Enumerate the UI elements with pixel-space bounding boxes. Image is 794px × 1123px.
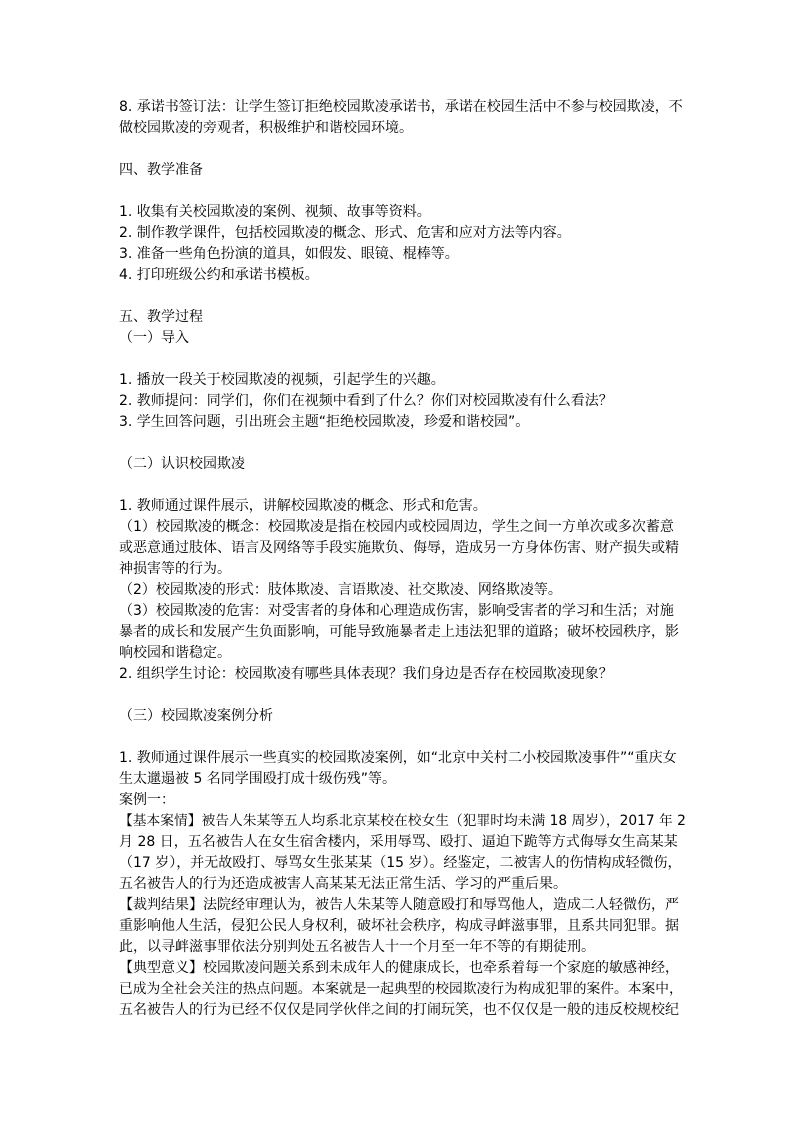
- text-line: 1. 教师通过课件展示一些真实的校园欺凌案例，如“北京中关村二小校园欺凌事件”“重庆女: [119, 750, 677, 766]
- blank-line: [119, 727, 689, 748]
- blank-line: [119, 139, 689, 160]
- text-line: 或恶意通过肢体、语言及网络等手段实施欺负、侮辱，造成另一方身体伤害、财产损失或精: [119, 540, 679, 556]
- text-line: 【基本案情】被告人朱某等五人均系北京某校在校女生（犯罪时均未满 18 周岁），2017 年 2: [119, 813, 686, 829]
- text-line: （一）导入: [119, 330, 189, 346]
- text-line: 4. 打印班级公约和承诺书模板。: [119, 267, 319, 283]
- text-line: 1. 播放一段关于校园欺凌的视频，引起学生的兴趣。: [119, 372, 445, 388]
- text-line: 【典型意义】校园欺凌问题关系到未成年人的健康成长，也牵系着每一个家庭的敏感神经，: [119, 960, 679, 976]
- blank-line: [119, 475, 689, 496]
- document-page: [119, 97, 689, 1021]
- text-line: 神损害等的行为。: [119, 561, 231, 577]
- text-line: 五名被告人的行为还造成被害人高某某无法正常生活、学习的严重后果。: [119, 876, 567, 892]
- text-line: 2. 教师提问：同学们，你们在视频中看到了什么？你们对校园欺凌有什么看法？: [119, 393, 613, 409]
- text-line: 重影响他人生活，侵犯公民人身权利，破坏社会秩序，构成寻衅滋事罪，且系共同犯罪。据: [119, 918, 679, 934]
- text-line: （1）校园欺凌的概念：校园欺凌是指在校园内或校园周边，学生之间一方单次或多次蓄意: [119, 519, 674, 535]
- blank-line: [119, 433, 689, 454]
- text-line: 响校园和谐稳定。: [119, 645, 231, 661]
- text-line: 月 28 日，五名被告人在女生宿舍楼内，采用辱骂、殴打、逼迫下跪等方式侮辱女生高某某: [119, 834, 678, 850]
- text-line: （二）认识校园欺凌: [119, 456, 245, 472]
- text-line: 2. 组织学生讨论：校园欺凌有哪些具体表现？我们身边是否存在校园欺凌现象？: [119, 666, 613, 682]
- blank-line: [119, 286, 689, 307]
- text-line: （三）校园欺凌案例分析: [119, 708, 273, 724]
- text-line: 五名被告人的行为已经不仅仅是同学伙伴之间的打闹玩笑，也不仅仅是一般的违反校规校纪: [119, 1002, 679, 1018]
- text-line: 3. 学生回答问题，引出班会主题“拒绝校园欺凌，珍爱和谐校园”。: [119, 414, 530, 430]
- text-line: 四、教学准备: [119, 162, 203, 178]
- text-line: 3. 准备一些角色扮演的道具，如假发、眼镜、棍棒等。: [119, 246, 459, 262]
- blank-line: [119, 349, 689, 370]
- text-line: （2）校园欺凌的形式：肢体欺凌、言语欺凌、社交欺凌、网络欺凌等。: [119, 582, 562, 598]
- text-line: 案例一：: [119, 792, 175, 808]
- blank-line: [119, 685, 689, 706]
- text-line: （3）校园欺凌的危害：对受害者的身体和心理造成伤害，影响受害者的学习和生活；对施: [119, 603, 674, 619]
- text-line: 1. 收集有关校园欺凌的案例、视频、故事等资料。: [119, 204, 431, 220]
- text-line: 2. 制作教学课件，包括校园欺凌的概念、形式、危害和应对方法等内容。: [119, 225, 571, 241]
- text-line: 已成为全社会关注的热点问题。本案就是一起典型的校园欺凌行为构成犯罪的案件。本案中，: [119, 981, 683, 997]
- text-line: （17 岁），并无故殴打、辱骂女生张某某（15 岁）。经鉴定，二被害人的伤情构成轻微伤，: [119, 855, 682, 871]
- text-line: 【裁判结果】法院经审理认为，被告人朱某等人随意殴打和辱骂他人，造成二人轻微伤，严: [119, 897, 679, 913]
- text-line: 此，以寻衅滋事罪依法分别判处五名被告人十一个月至一年不等的有期徒刑。: [119, 939, 595, 955]
- text-line: 暴者的成长和发展产生负面影响，可能导致施暴者走上违法犯罪的道路；破坏校园秩序，影: [119, 624, 679, 640]
- text-line: 1. 教师通过课件展示，讲解校园欺凌的概念、形式和危害。: [119, 498, 487, 514]
- text-line: 8. 承诺书签订法：让学生签订拒绝校园欺凌承诺书，承诺在校园生活中不参与校园欺凌，不: [119, 99, 683, 115]
- blank-line: [119, 181, 689, 202]
- text-line: 做校园欺凌的旁观者，积极维护和谐校园环境。: [119, 120, 413, 136]
- text-line: 生太邋遢被 5 名同学围殴打成十级伤残”等。: [119, 771, 397, 787]
- text-line: 五、教学过程: [119, 309, 203, 325]
